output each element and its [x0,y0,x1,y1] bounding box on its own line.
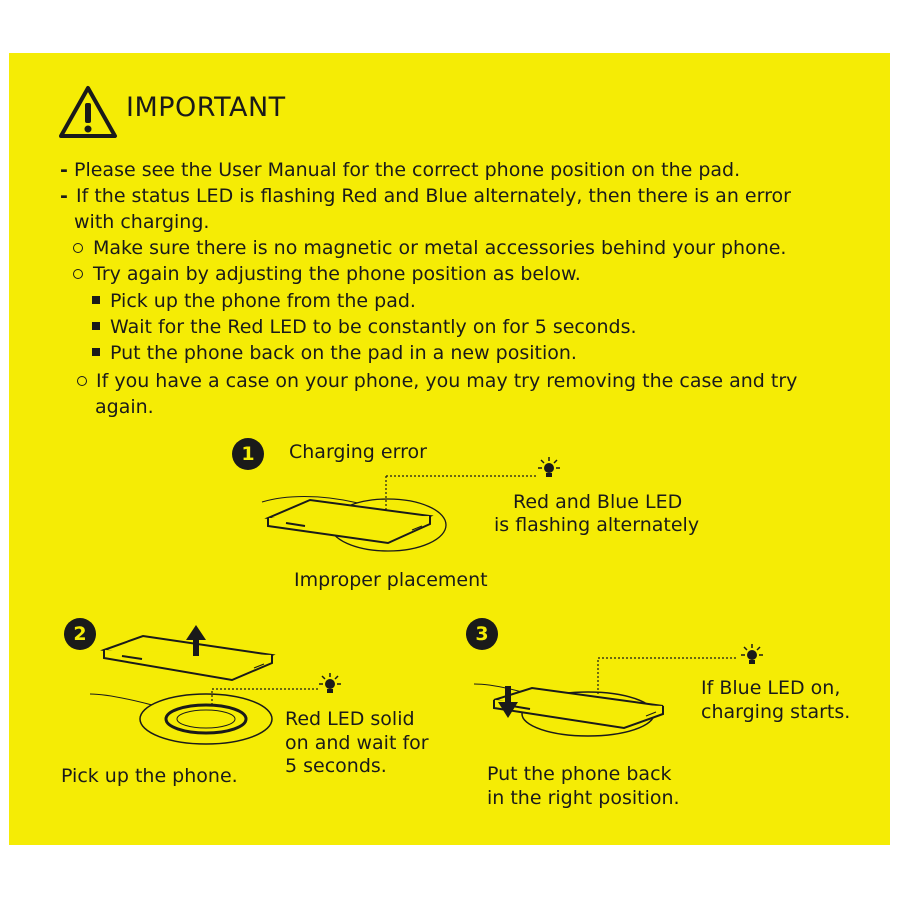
instruction-line: Put the phone back on the pad in a new position. [110,342,577,364]
step1-led-text: Red and Blue LED [513,491,683,513]
instruction-line: Make sure there is no magnetic or metal accessories behind your phone. [93,237,787,259]
step1-heading: Charging error [289,441,427,463]
instruction-line: Please see the User Manual for the correct phone position on the pad. [74,159,741,181]
circle-bullet [73,243,83,253]
warning-triangle-icon [58,85,118,139]
step2-led-text: on and wait for [285,732,429,754]
instruction-line: Pick up the phone from the pad. [110,290,416,312]
step3-led-text: If Blue LED on, [701,677,841,699]
step3-led-text: charging starts. [701,701,851,723]
step-number-badge: 2 [64,618,96,650]
step3-caption: Put the phone back [487,763,672,785]
step2-led-text: 5 seconds. [285,755,387,777]
step2-caption: Pick up the phone. [61,765,238,787]
instruction-line: Wait for the Red LED to be constantly on for 5 seconds. [110,316,637,338]
page-title: IMPORTANT [126,92,286,123]
circle-bullet [73,269,83,279]
instruction-line: again. [95,396,154,418]
instruction-line: Try again by adjusting the phone position as below. [93,263,581,285]
dash-bullet: - [60,185,68,207]
step2-led-text: Red LED solid [285,708,415,730]
circle-bullet [77,376,87,386]
step-number-badge: 1 [232,438,264,470]
square-bullet [92,348,100,356]
instruction-line: If you have a case on your phone, you may try removing the case and try [96,370,798,392]
step3-caption: in the right position. [487,787,680,809]
step1-led-text: is flashing alternately [494,514,700,536]
dash-bullet: - [60,159,68,181]
instruction-line: with charging. [74,211,210,233]
step1-caption: Improper placement [294,569,488,591]
square-bullet [92,296,100,304]
instruction-line: If the status LED is flashing Red and Blue alternately, then there is an error [76,185,791,207]
step-number-badge: 3 [466,618,498,650]
square-bullet [92,322,100,330]
